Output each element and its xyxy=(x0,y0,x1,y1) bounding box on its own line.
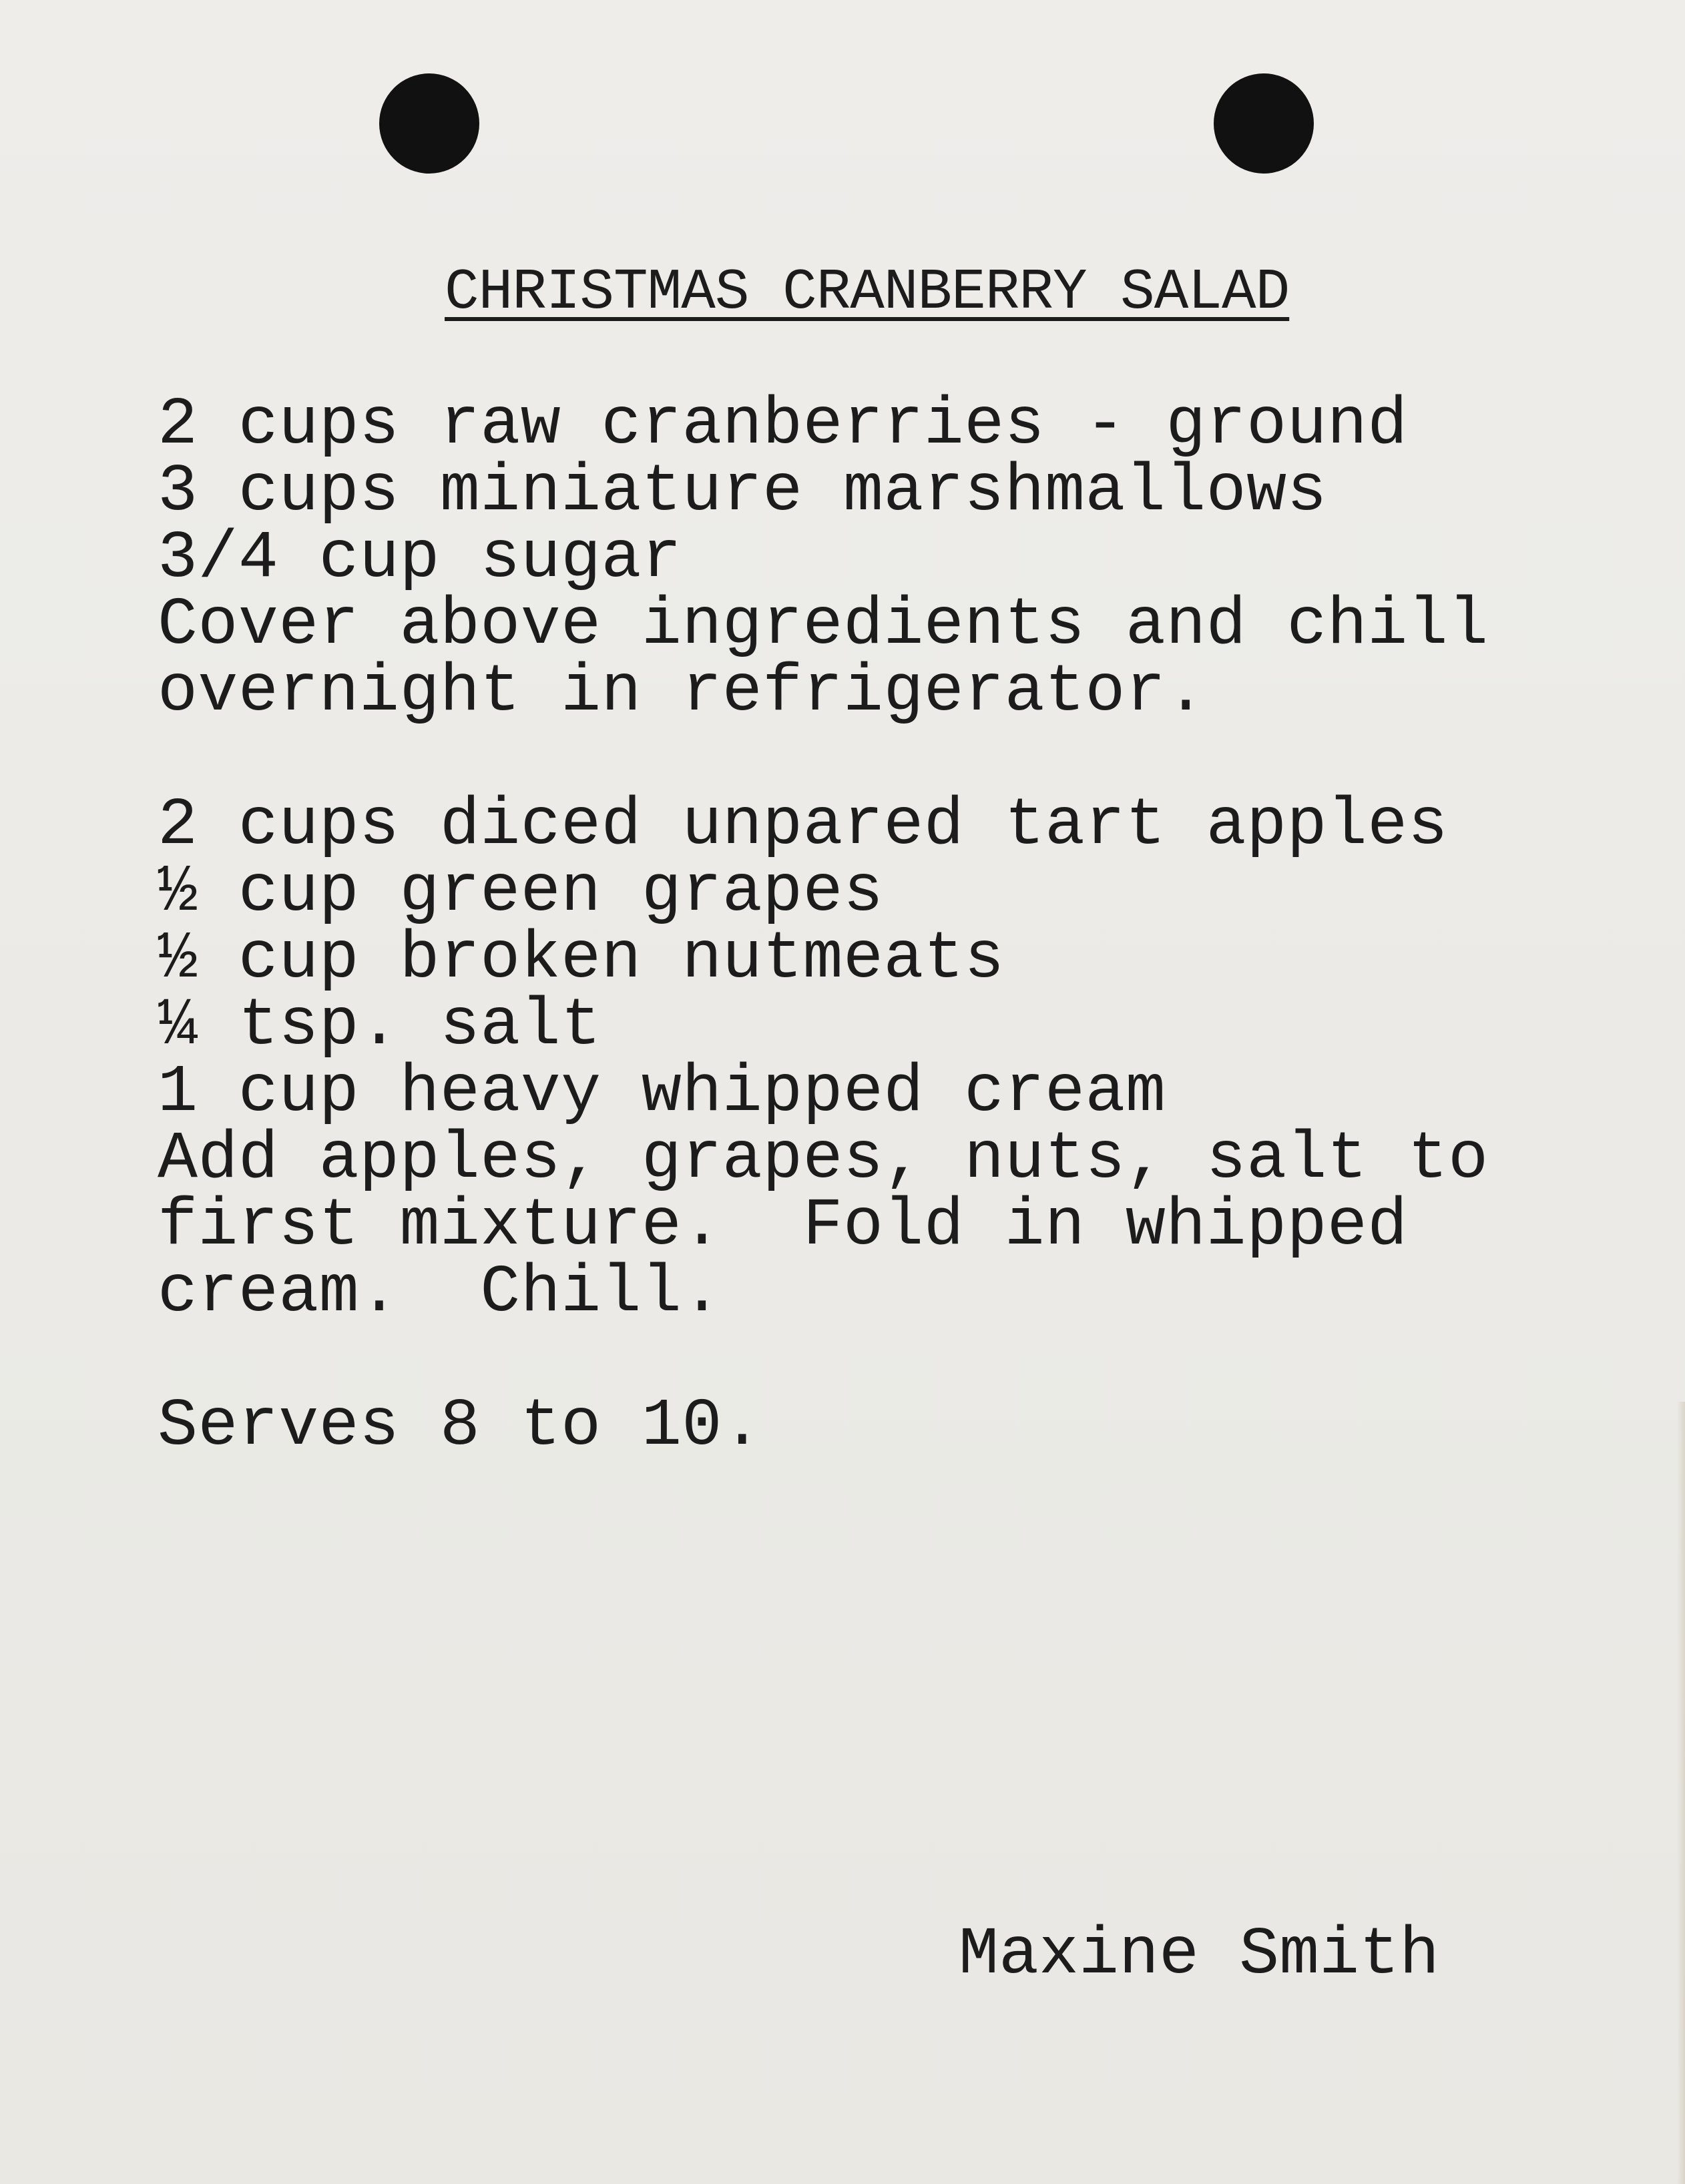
ingredient-line: 2 cups raw cranberries - ground xyxy=(158,388,1408,463)
ingredient-line: 3 cups miniature marshmallows xyxy=(158,455,1327,530)
ingredient-line: 3/4 cup sugar xyxy=(158,521,682,597)
signature: Maxine Smith xyxy=(959,1918,1440,1993)
recipe-title: CHRISTMAS CRANBERRY SALAD xyxy=(445,260,1290,325)
instruction-line: Add apples, grapes, nuts, salt to xyxy=(158,1122,1489,1197)
ingredient-line: ½ cup green grapes xyxy=(158,855,884,930)
ingredient-line: ¼ tsp. salt xyxy=(158,989,601,1064)
instruction-line: first mixture. Fold in whipped xyxy=(158,1189,1408,1264)
instruction-line: Cover above ingredients and chill xyxy=(158,588,1489,663)
punch-hole-left xyxy=(379,73,479,174)
ingredient-line: 1 cup heavy whipped cream xyxy=(158,1055,1166,1131)
instruction-line: overnight in refrigerator. xyxy=(158,655,1206,730)
punch-hole-right xyxy=(1214,73,1314,174)
ingredient-line: 2 cups diced unpared tart apples xyxy=(158,788,1449,864)
serves-line: Serves 8 to 10. xyxy=(158,1389,763,1464)
instruction-line: cream. Chill. xyxy=(158,1256,722,1331)
ingredient-line: ½ cup broken nutmeats xyxy=(158,922,1005,997)
